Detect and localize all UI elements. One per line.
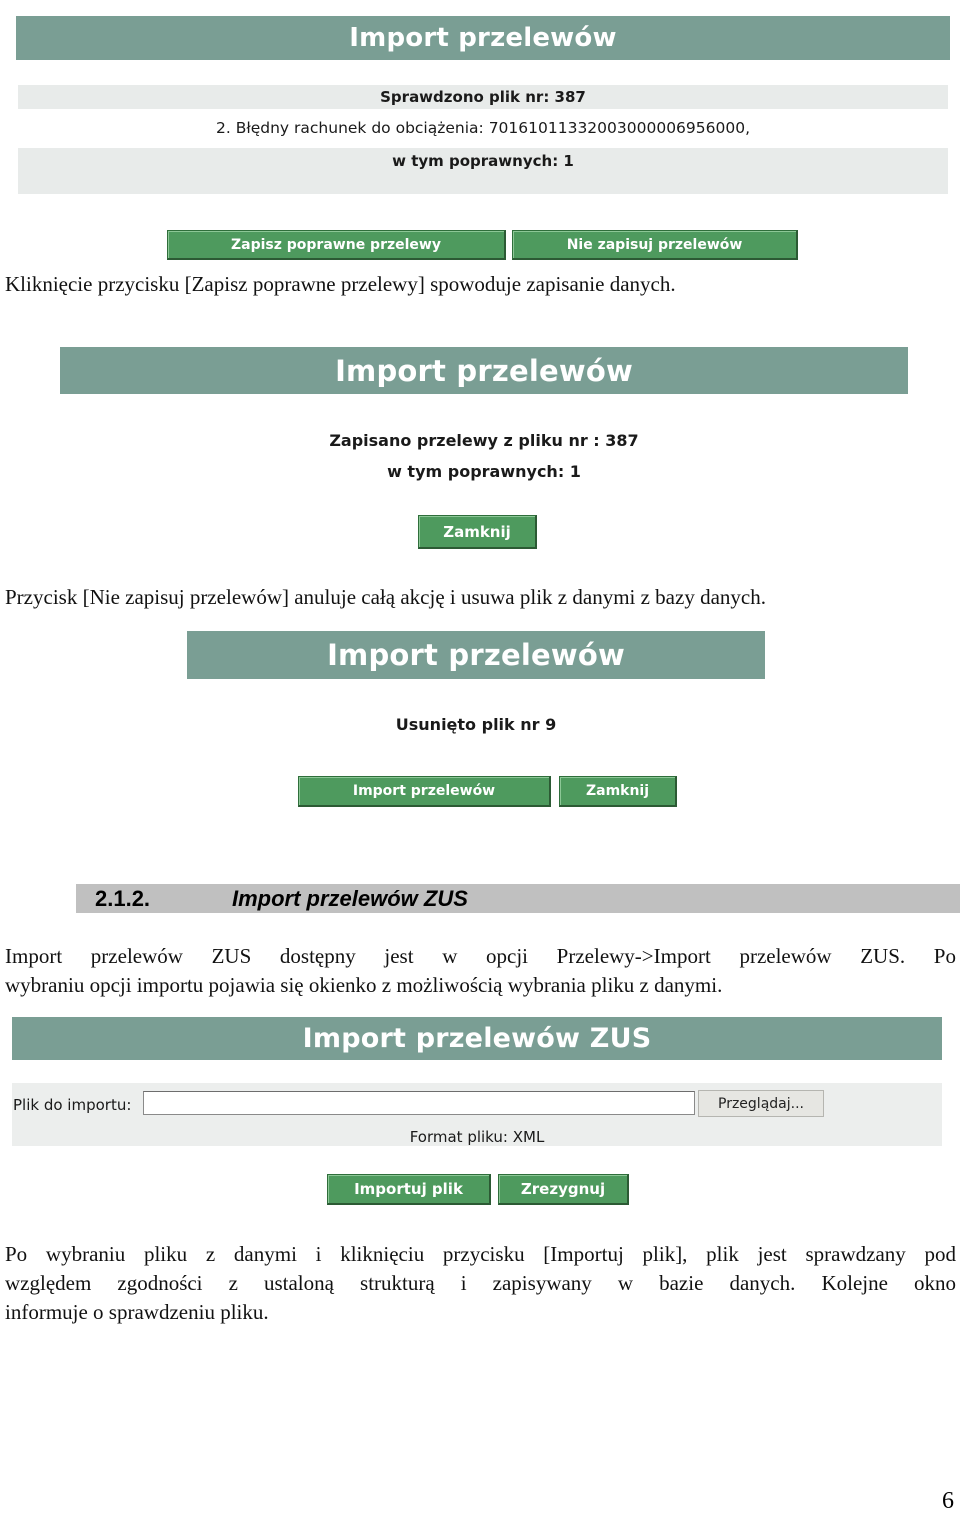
save-valid-transfers-button[interactable]: Zapisz poprawne przelewy [167, 230, 506, 260]
do-not-save-transfers-button[interactable]: Nie zapisuj przelewów [512, 230, 798, 260]
screen3-close-button[interactable]: Zamknij [559, 776, 677, 807]
cancel-button[interactable]: Zrezygnuj [498, 1174, 629, 1205]
file-to-import-label: Plik do importu: [13, 1096, 132, 1114]
screen2-title: Import przelewów [335, 353, 633, 388]
paragraph-zus-intro-line1: Import przelewów ZUS dostępny jest w opcji Przelewy->Import przelewów ZUS. Po [5, 944, 956, 968]
screen3-title-bar [187, 631, 765, 679]
browse-button[interactable]: Przeglądaj... [698, 1090, 824, 1117]
import-file-button[interactable]: Importuj plik [327, 1174, 491, 1205]
screen2-title-bar [60, 347, 908, 394]
screen1-title-bar [16, 16, 950, 60]
screen3-title: Import przelewów [327, 638, 625, 672]
section-number: 2.1.2. [95, 885, 151, 911]
screen2-close-button[interactable]: Zamknij [418, 515, 537, 549]
paragraph-zus-intro-line2: wybraniu opcji importu pojawia się okienko z możliwością wybrania pliku z danymi. [5, 973, 723, 997]
page-number: 6 [942, 1488, 954, 1514]
paragraph-import-line1: Po wybraniu pliku z danymi i kliknięciu przycisku [Importuj plik], plik jest sprawdzany pod [5, 1242, 956, 1266]
file-path-input[interactable] [143, 1091, 695, 1115]
screen4-title: Import przelewów ZUS [302, 1023, 652, 1054]
screen2-saved-info: Zapisano przelewy z pliku nr : 387 [329, 431, 639, 450]
screen3-import-button[interactable]: Import przelewów [298, 776, 551, 807]
section-title: Import przelewów ZUS [232, 885, 468, 911]
paragraph-save-info: Kliknięcie przycisku [Zapisz poprawne przelewy] spowoduje zapisanie danych. [5, 272, 676, 296]
file-format-info: Format pliku: XML [409, 1128, 545, 1146]
paragraph-cancel-info: Przycisk [Nie zapisuj przelewów] anuluje całą akcję i usuwa plik z danymi z bazy danych. [5, 585, 766, 609]
screen1-valid-count: w tym poprawnych: 1 [392, 152, 574, 170]
screen2-valid-count: w tym poprawnych: 1 [387, 462, 581, 481]
screen4-title-bar [12, 1017, 942, 1060]
screen3-deleted-info: Usunięto plik nr 9 [395, 715, 557, 734]
screen1-error-line: 2. Błędny rachunek do obciążenia: 70161011332003000006956000, [215, 119, 751, 137]
screen1-title: Import przelewów [349, 23, 617, 53]
paragraph-import-line3: informuje o sprawdzeniu pliku. [5, 1300, 269, 1324]
section-heading [76, 884, 960, 913]
paragraph-import-line2: względem zgodności z ustaloną strukturą i zapisywany w bazie danych. Kolejne okno [5, 1271, 956, 1295]
screen1-checked-file: Sprawdzono plik nr: 387 [380, 88, 586, 106]
